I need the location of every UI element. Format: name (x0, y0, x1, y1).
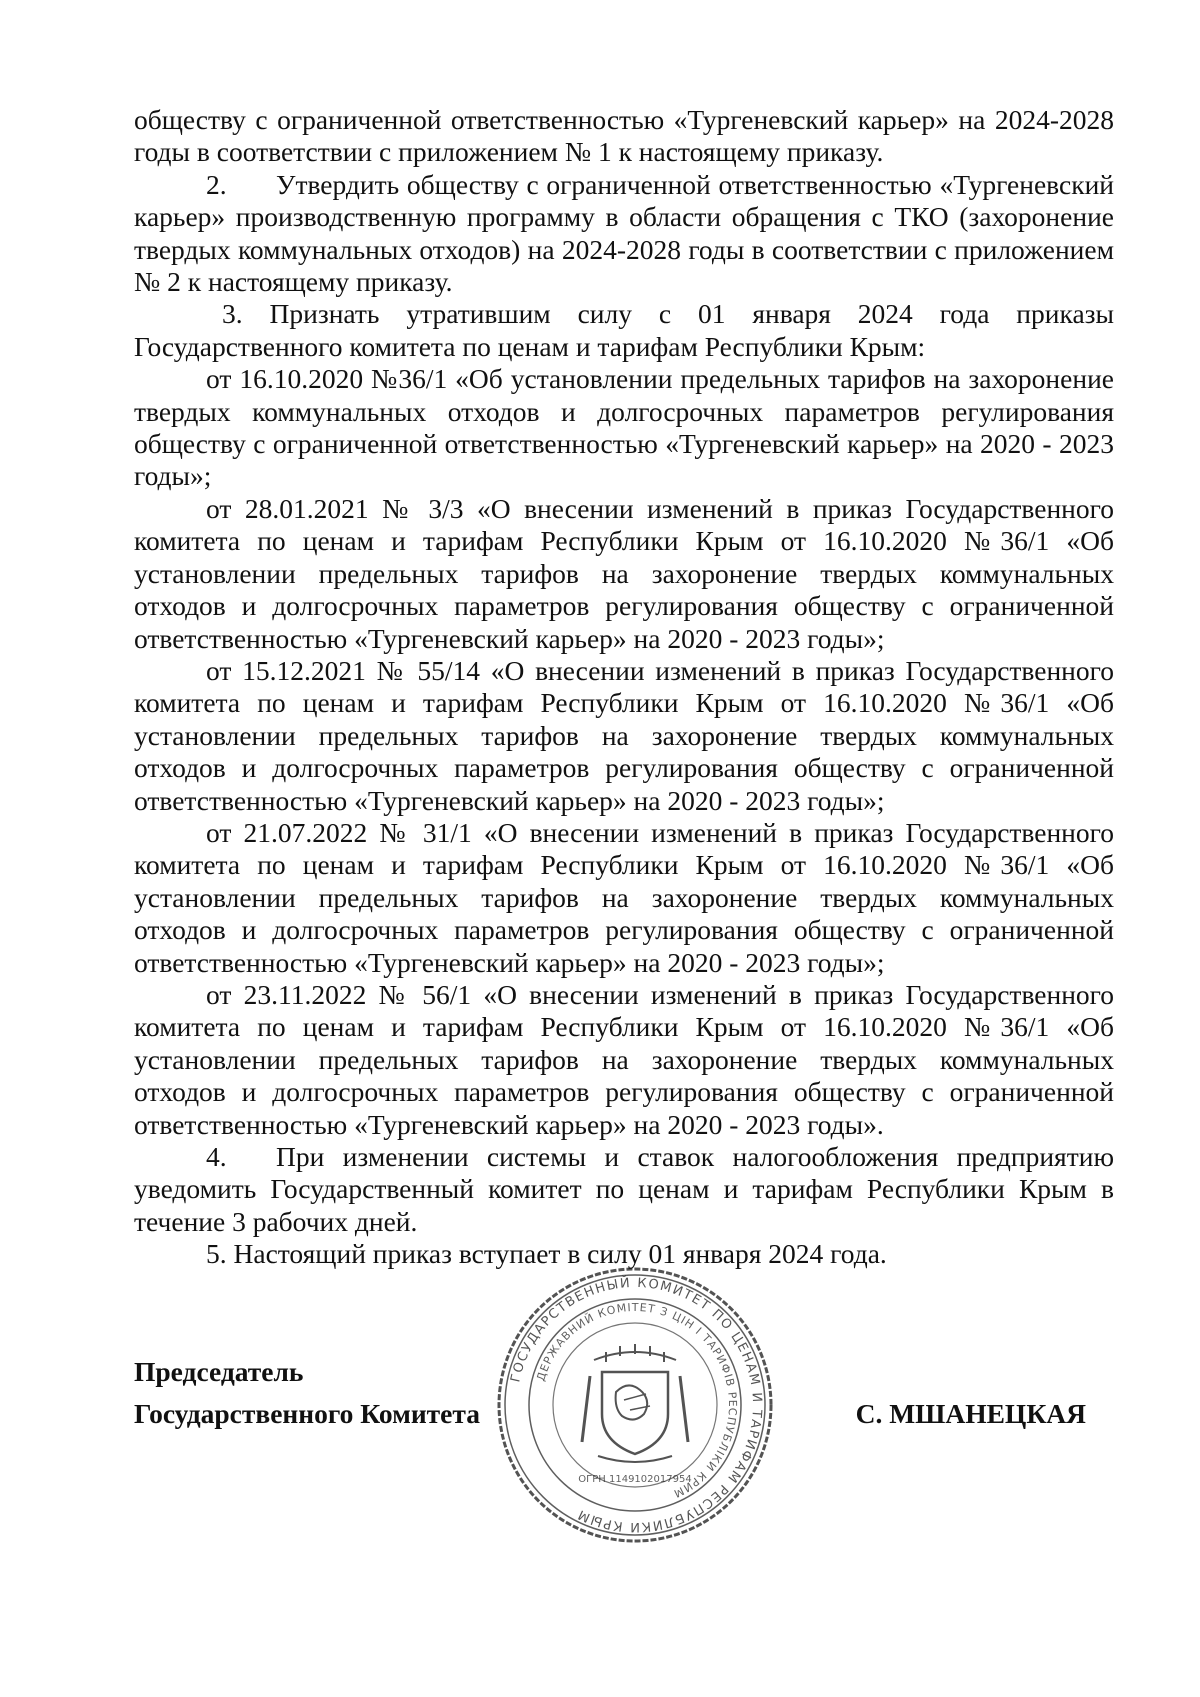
coat-of-arms-icon (582, 1344, 688, 1462)
role-line-1: Председатель (134, 1356, 304, 1387)
paragraph-text: При изменении системы и ставок налогообложения предприятию уведомить Государственный комитет по ценам и тарифам Республики Крым в течение 3 рабочих дней. (134, 1141, 1114, 1237)
paragraph-item-4 (134, 1141, 1114, 1238)
item-number: 2. (206, 168, 227, 200)
order-reference-2021-3-3 (134, 493, 1114, 655)
svg-text:ДЕРЖАВНИЙ КОМІТЕТ З ЦІН І ТАРИ (534, 1301, 739, 1500)
paragraph-item-3 (134, 298, 1114, 363)
paragraph-text: от 23.11.2022 № 56/1 «О внесении изменений в приказ Государственного комитета по ценам и тарифам Республики Крым от 16.10.2020 №36/1 «Об установлении предельных тарифов на захоронение твердых коммунальных отходов и долгосрочных параметров регулирования обществу с ограниченной ответственностью «Тургеневский карьер» на 2020 - 2023 годы». (134, 978, 1114, 1140)
paragraph-text: от 28.01.2021 № 3/3 «О внесении изменений в приказ Государственного комитета по ценам и тарифам Республики Крым от 16.10.2020 №36/1 «Об установлении предельных тарифов на захоронение твердых коммунальных отходов и долгосрочных параметров регулирования обществу с ограниченной ответственностью «Тургеневский карьер» на 2020 - 2023 годы»; (134, 492, 1114, 654)
order-reference-2022-31-1 (134, 817, 1114, 979)
stamp-inner-text: ДЕРЖАВНИЙ КОМІТЕТ З ЦІН І ТАРИФІВ РЕСПУБЛІКИ КРИМ (534, 1300, 740, 1501)
stamp-outer-text: ГОСУДАРСТВЕННЫЙ КОМИТЕТ ПО ЦЕНАМ И ТАРИФАМ РЕСПУБЛИКИ КРЫМ (508, 1275, 765, 1535)
order-reference-2020 (134, 363, 1114, 493)
paragraph-text: от 15.12.2021 № 55/14 «О внесении изменений в приказ Государственного комитета по ценам и тарифам Республики Крым от 16.10.2020 №36/1 «Об установлении предельных тарифов на захоронение твердых коммунальных отходов и долгосрочных параметров регулирования обществу с ограниченной ответственностью «Тургеневский карьер» на 2020 - 2023 годы»; (134, 654, 1114, 816)
signatory-role (134, 1351, 480, 1435)
stamp-ogrn: ОГРН 1149102017954 (578, 1474, 692, 1485)
document-body (134, 104, 1114, 1271)
paragraph-text: Утвердить обществу с ограниченной ответственностью «Тургеневский карьер» производственную программу в области обращения с ТКО (захоронение твердых коммунальных отходов) на 2024-2028 годы в соответствии с приложением № 2 к настоящему приказу. (134, 168, 1114, 298)
order-reference-2022-56-1 (134, 979, 1114, 1141)
signatory-name: С. МШАНЕЦКАЯ (855, 1398, 1086, 1429)
paragraph-text: от 21.07.2022 № 31/1 «О внесении изменений в приказ Государственного комитета по ценам и тарифам Республики Крым от 16.10.2020 №36/1 «Об установлении предельных тарифов на захоронение твердых коммунальных отходов и долгосрочных параметров регулирования обществу с ограниченной ответственностью «Тургеневский карьер» на 2020 - 2023 годы»; (134, 816, 1114, 978)
paragraph-text: 5. Настоящий приказ вступает в силу 01 января 2024 года. (206, 1238, 887, 1270)
paragraph-item-2 (134, 169, 1114, 299)
role-line-2: Государственного Комитета (134, 1398, 480, 1429)
official-seal-stamp (494, 1264, 776, 1546)
paragraph-1-continuation (134, 104, 1114, 169)
item-number: 4. (206, 1141, 227, 1172)
paragraph-text: обществу с ограниченной ответственностью «Тургеневский карьер» на 2024-2028 годы в соответствии с приложением № 1 к настоящему приказу. (134, 104, 1114, 168)
paragraph-text: 3. Признать утратившим силу с 01 января 2024 года приказы Государственного комитета по ценам и тарифам Республики Крым: (134, 298, 1114, 362)
order-reference-2021-55-14 (134, 655, 1114, 817)
paragraph-text: от 16.10.2020 №36/1 «Об установлении предельных тарифов на захоронение твердых коммунальных отходов и долгосрочных параметров регулирования обществу с ограниченной ответственностью «Тургеневский карьер» на 2020 - 2023 годы»; (134, 363, 1114, 492)
